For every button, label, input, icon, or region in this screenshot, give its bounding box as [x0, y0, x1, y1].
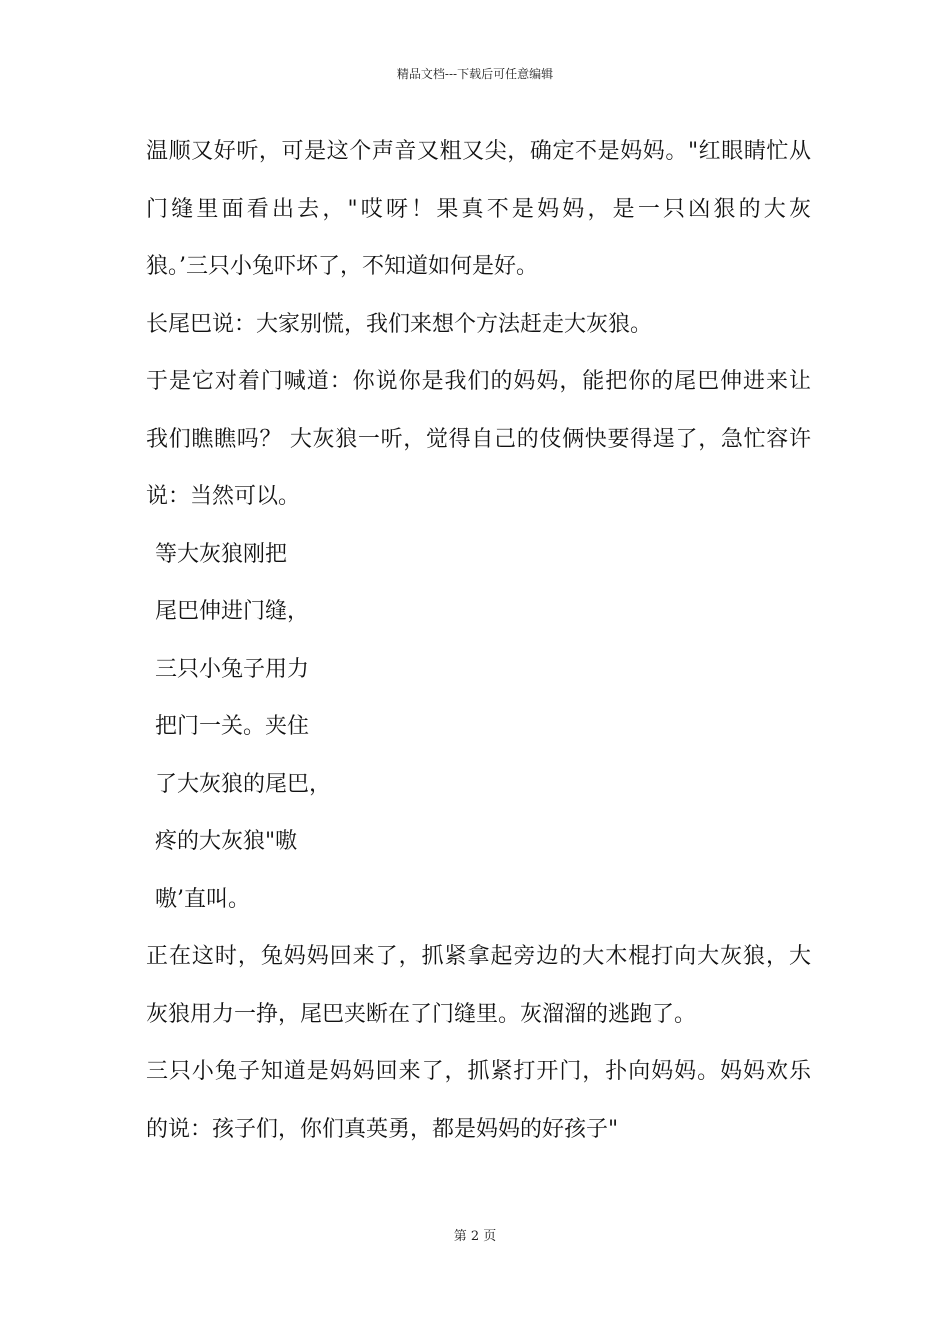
text-line: 等大灰狼刚把 [155, 541, 288, 567]
text-line: 三只小兔子用力 [155, 656, 310, 682]
text-line: 正在这时，兔妈妈回来了，抓紧拿起旁边的大木棍打向大灰狼，大 [146, 944, 811, 969]
text-line: 灰狼用力一挣，尾巴夹断在了门缝里。灰溜溜的逃跑了。 [146, 1001, 697, 1027]
document-body [146, 134, 811, 1169]
text-line: 长尾巴说：大家别慌，我们来想个方法赶走大灰狼。 [146, 311, 653, 337]
text-line: 了大灰狼的尾巴， [155, 771, 332, 797]
text-line: 嗷’直叫。 [155, 886, 250, 912]
text-line: 说：当然可以。 [146, 484, 301, 509]
text-line: 狼。’三只小兔吓坏了，不知道如何是好。 [146, 254, 538, 279]
text-line: 尾巴伸进门缝， [155, 599, 310, 624]
text-line: 疼的大灰狼"嗷 [155, 829, 298, 854]
text-line: 门缝里面看出去，"哎呀！果真不是妈妈，是一只凶狠的大灰 [146, 196, 811, 222]
text-line: 于是它对着门喊道：你说你是我们的妈妈，能把你的尾巴伸进来让 [146, 369, 811, 394]
text-line: 我们瞧瞧吗？ 大灰狼一听，觉得自己的伎俩快要得逞了，急忙容许 [146, 426, 811, 452]
page-header: 精品文档---下载后可任意编辑 [396, 67, 554, 81]
text-line: 把门一关。夹住 [155, 714, 310, 739]
text-line: 温顺又好听，可是这个声音又粗又尖，确定不是妈妈。"红眼睛忙从 [146, 139, 811, 164]
text-line: 三只小兔子知道是妈妈回来了，抓紧打开门，扑向妈妈。妈妈欢乐 [146, 1059, 811, 1084]
text-line: 的说：孩子们，你们真英勇，都是妈妈的好孩子" [146, 1116, 619, 1142]
page-number: 第 2 页 [453, 1229, 497, 1244]
